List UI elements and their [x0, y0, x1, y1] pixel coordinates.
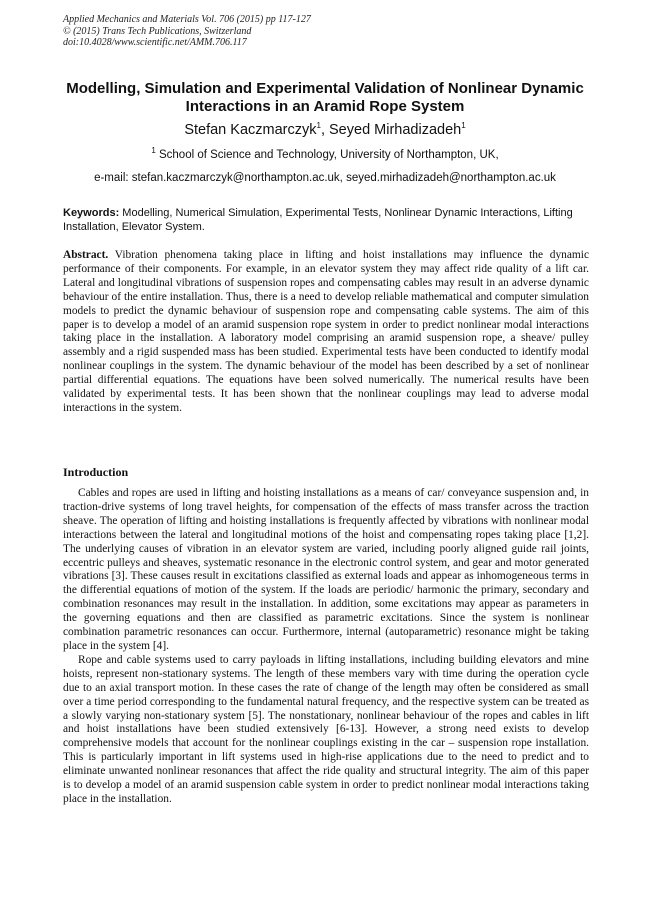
author-list: [40, 122, 610, 138]
section-heading-introduction: Introduction: [63, 465, 129, 479]
paragraph: Rope and cable systems used to carry payloads in lifting installations, including building elevators and mine hoists, represent non-stationary systems. The length of these members vary with time during the operation cycle due to an axial transport motion. In these cases the rate of change of the length may often be considered as small over a time period corresponding to the fundamental natural frequency, and the respective system can be treated as a slowly varying non-stationary system [5]. The nonstationary, nonlinear behaviour of the ropes and cables in lift and hoist installations have been studied extensively [6-13]. However, a strong need exists to develop comprehensive models that account for the nonlinear couplings existing in the car – suspension rope installation. This is particularly important in lift systems used in high-rise applications due to the need to predict and to eliminate unwanted nonlinear resonances that affect the ride quality and structural integrity. The aim of this paper is to develop a model of an aramid suspension cable system in order to predict nonlinear modal interactions taking place in the installation.: [63, 653, 589, 805]
affiliation-text: School of Science and Technology, University of Northampton, UK,: [155, 149, 499, 161]
copyright-line: © (2015) Trans Tech Publications, Switzerland: [63, 25, 252, 37]
affiliation-mark: 1: [151, 146, 156, 156]
abstract-section: [63, 249, 589, 416]
author-affiliation-mark: 1: [461, 121, 466, 131]
author-name: Stefan Kaczmarczyk: [184, 122, 317, 138]
author-name: Seyed Mirhadizadeh: [329, 122, 462, 138]
author-affiliation-mark: 1: [316, 121, 321, 131]
journal-header: [63, 14, 311, 49]
author-separator: ,: [320, 122, 330, 138]
journal-citation: Applied Mechanics and Materials Vol. 706 (2015) pp 117-127: [63, 14, 311, 25]
paper-title: Modelling, Simulation and Experimental Validation of Nonlinear Dynamic Interactions in an Aramid Rope System: [66, 80, 584, 115]
doi-line: doi:10.4028/www.scientific.net/AMM.706.117: [63, 37, 247, 48]
keywords-section: [63, 207, 589, 234]
affiliation: [40, 146, 610, 161]
abstract-label: Abstract.: [63, 249, 109, 261]
introduction-section: [63, 487, 589, 807]
keywords-text: Modelling, Numerical Simulation, Experimental Tests, Nonlinear Dynamic Interactions, Lifting Installation, Elevator System.: [63, 207, 573, 233]
abstract-text: Vibration phenomena taking place in lifting and hoist installations may influence the dynamic performance of their components. For example, in an elevator system they may affect ride quality of a lift car. Lateral and longitudinal vibrations of suspension ropes and compensating cables may result in an adverse dynamic behaviour of the entire installation. Thus, there is a need to develop reliable mathematical and computer simulation models to predict the dynamic behaviour of suspension rope and compensating cable systems. The aim of this paper is to develop a model of an aramid suspension rope system in order to predict nonlinear modal interactions taking place in the installation. A laboratory model comprising an aramid suspension rope, a sheave/ pulley assembly and a rigid suspended mass has been studied. Experimental tests have been conducted to identify modal nonlinear couplings in the system. The dynamic behaviour of the model has been described by a set of nonlinear partial differential equations. The equations have been solved numerically. The numerical results have been validated by experimental tests. It has been shown that the nonlinear couplings may lead to adverse modal interactions in the system.: [63, 249, 589, 414]
paragraph: Cables and ropes are used in lifting and hoisting installations as a means of car/ conveyance suspension and, in traction-drive systems of long travel heights, for compensation of the effects of mass transfer across the traction sheave. The operation of lifting and hoisting installations is frequently affected by vibrations with nonlinear modal interactions between the lateral and longitudinal motions of the hoist and compensating ropes taking place [1,2]. The underlying causes of vibration in an elevator system are varied, including poorly aligned guide rail joints, eccentric pulleys and sheaves, systematic resonance in the electronic control system, and gear and motor generated vibrations [3]. These causes result in excitations classified as external loads and appear as inhomogeneous terms in the differential equations of motion of the system. If the loads are periodic/ harmonic the primary, secondary and combination resonances may result in the installation. In addition, some excitations may appear as parameters in the governing equations and then are classified as parametric excitations. Since the system is nonlinear combination parametric resonances can occur. Furthermore, internal (autoparametric) resonance might be taking place in the system [4].: [63, 487, 589, 652]
author-emails: e-mail: stefan.kaczmarczyk@northampton.ac.uk, seyed.mirhadizadeh@northampton.ac.uk: [94, 172, 556, 184]
keywords-label: Keywords:: [63, 207, 120, 219]
